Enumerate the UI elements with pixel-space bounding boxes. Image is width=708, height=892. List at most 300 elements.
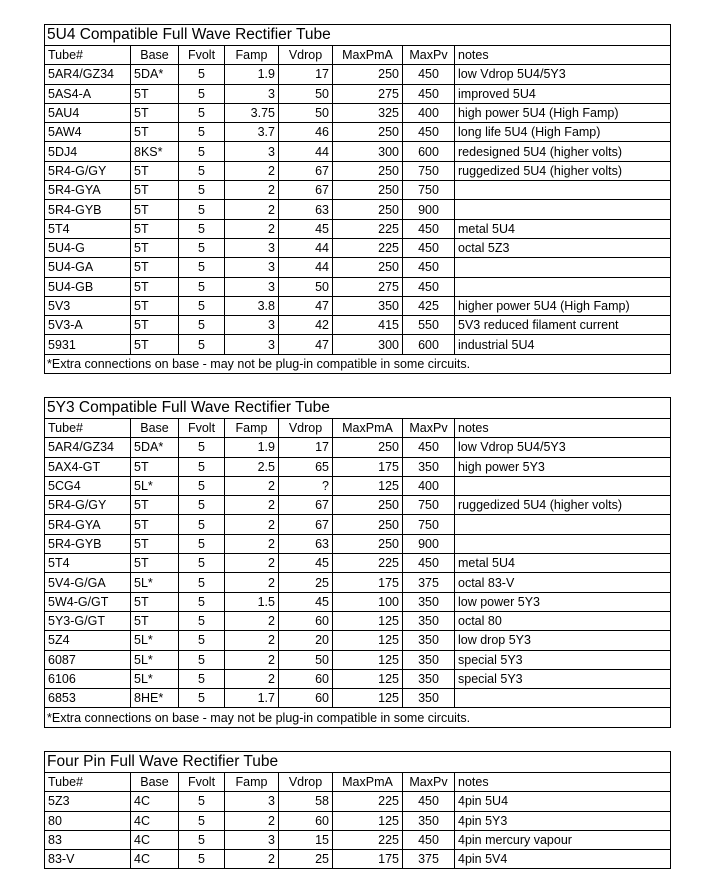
- cell-maxpma: 125: [333, 689, 403, 708]
- cell-base: 5T: [131, 219, 179, 238]
- footnote: *Extra connections on base - may not be plug-in compatible in some circuits.: [45, 354, 671, 373]
- cell-fvolt: 5: [179, 457, 225, 476]
- cell-notes: 4pin mercury vapour: [455, 830, 671, 849]
- table-row: [45, 534, 671, 553]
- table-row: [45, 142, 671, 161]
- cell-notes: [455, 534, 671, 553]
- column-header-vdrop: Vdrop: [279, 419, 333, 438]
- table-row: [45, 316, 671, 335]
- cell-famp: 2: [225, 496, 279, 515]
- cell-notes: [455, 200, 671, 219]
- cell-maxpma: 250: [333, 161, 403, 180]
- table-title-row: [45, 752, 671, 773]
- table-row: [45, 457, 671, 476]
- cell-fvolt: 5: [179, 438, 225, 457]
- table-row: [45, 161, 671, 180]
- column-header-famp: Famp: [225, 773, 279, 792]
- cell-fvolt: 5: [179, 689, 225, 708]
- cell-base: 5L*: [131, 631, 179, 650]
- cell-famp: 2: [225, 515, 279, 534]
- cell-base: 5L*: [131, 573, 179, 592]
- cell-tube: 5931: [45, 335, 131, 354]
- cell-maxpv: 450: [403, 219, 455, 238]
- table-5u4-grid: [44, 24, 671, 374]
- cell-tube: 5R4-G/GY: [45, 161, 131, 180]
- cell-maxpv: 375: [403, 850, 455, 869]
- cell-famp: 2: [225, 631, 279, 650]
- cell-maxpma: 125: [333, 611, 403, 630]
- cell-maxpma: 225: [333, 554, 403, 573]
- cell-base: 5T: [131, 161, 179, 180]
- column-header-vdrop: Vdrop: [279, 46, 333, 65]
- cell-base: 4C: [131, 792, 179, 811]
- cell-maxpma: 175: [333, 850, 403, 869]
- cell-notes: [455, 181, 671, 200]
- cell-fvolt: 5: [179, 611, 225, 630]
- cell-maxpma: 175: [333, 457, 403, 476]
- cell-maxpv: 350: [403, 669, 455, 688]
- cell-maxpma: 100: [333, 592, 403, 611]
- column-header-notes: notes: [455, 419, 671, 438]
- cell-notes: high power 5Y3: [455, 457, 671, 476]
- cell-base: 5T: [131, 123, 179, 142]
- cell-tube: 5T4: [45, 554, 131, 573]
- cell-vdrop: 67: [279, 181, 333, 200]
- column-header-famp: Famp: [225, 46, 279, 65]
- cell-maxpma: 250: [333, 181, 403, 200]
- cell-notes: 4pin 5Y3: [455, 811, 671, 830]
- cell-maxpma: 250: [333, 258, 403, 277]
- cell-notes: special 5Y3: [455, 669, 671, 688]
- column-header-notes: notes: [455, 773, 671, 792]
- cell-notes: octal 80: [455, 611, 671, 630]
- cell-tube: 6087: [45, 650, 131, 669]
- cell-vdrop: 42: [279, 316, 333, 335]
- cell-base: 4C: [131, 811, 179, 830]
- cell-maxpma: 125: [333, 631, 403, 650]
- cell-famp: 2: [225, 611, 279, 630]
- table-header-row: [45, 46, 671, 65]
- cell-base: 5L*: [131, 650, 179, 669]
- footnote-row: [45, 708, 671, 727]
- cell-base: 5T: [131, 84, 179, 103]
- cell-vdrop: 60: [279, 689, 333, 708]
- cell-tube: 5R4-GYB: [45, 534, 131, 553]
- cell-fvolt: 5: [179, 161, 225, 180]
- cell-tube: 5Z3: [45, 792, 131, 811]
- cell-base: 5L*: [131, 669, 179, 688]
- cell-notes: [455, 258, 671, 277]
- table-title: Four Pin Full Wave Rectifier Tube: [45, 752, 671, 773]
- cell-fvolt: 5: [179, 84, 225, 103]
- table-row: [45, 258, 671, 277]
- cell-famp: 3: [225, 792, 279, 811]
- cell-fvolt: 5: [179, 650, 225, 669]
- cell-maxpv: 550: [403, 316, 455, 335]
- cell-vdrop: 50: [279, 103, 333, 122]
- column-header-maxpv: MaxPv: [403, 46, 455, 65]
- cell-vdrop: 44: [279, 142, 333, 161]
- cell-base: 5T: [131, 258, 179, 277]
- cell-fvolt: 5: [179, 200, 225, 219]
- cell-fvolt: 5: [179, 592, 225, 611]
- cell-vdrop: 60: [279, 811, 333, 830]
- cell-maxpma: 415: [333, 316, 403, 335]
- cell-tube: 5U4-G: [45, 238, 131, 257]
- cell-maxpma: 250: [333, 534, 403, 553]
- cell-maxpv: 350: [403, 611, 455, 630]
- column-header-maxpv: MaxPv: [403, 419, 455, 438]
- cell-maxpma: 275: [333, 277, 403, 296]
- column-header-vdrop: Vdrop: [279, 773, 333, 792]
- table-row: [45, 277, 671, 296]
- cell-maxpma: 250: [333, 200, 403, 219]
- cell-vdrop: 65: [279, 457, 333, 476]
- table-row: [45, 476, 671, 495]
- table-row: [45, 611, 671, 630]
- cell-notes: octal 83-V: [455, 573, 671, 592]
- cell-fvolt: 5: [179, 238, 225, 257]
- cell-notes: long life 5U4 (High Famp): [455, 123, 671, 142]
- cell-maxpv: 425: [403, 296, 455, 315]
- table-row: [45, 515, 671, 534]
- table-title-row: [45, 398, 671, 419]
- cell-vdrop: 17: [279, 438, 333, 457]
- cell-maxpma: 350: [333, 296, 403, 315]
- cell-maxpv: 350: [403, 592, 455, 611]
- cell-notes: octal 5Z3: [455, 238, 671, 257]
- cell-maxpma: 175: [333, 573, 403, 592]
- cell-maxpv: 450: [403, 238, 455, 257]
- table-row: [45, 573, 671, 592]
- cell-famp: 2: [225, 650, 279, 669]
- table-header-row: [45, 419, 671, 438]
- cell-tube: 6853: [45, 689, 131, 708]
- table-row: [45, 438, 671, 457]
- column-header-famp: Famp: [225, 419, 279, 438]
- cell-famp: 3: [225, 238, 279, 257]
- cell-notes: metal 5U4: [455, 219, 671, 238]
- cell-vdrop: 67: [279, 161, 333, 180]
- cell-base: 8KS*: [131, 142, 179, 161]
- cell-vdrop: 46: [279, 123, 333, 142]
- cell-fvolt: 5: [179, 631, 225, 650]
- cell-maxpma: 250: [333, 496, 403, 515]
- cell-fvolt: 5: [179, 554, 225, 573]
- table-row: [45, 238, 671, 257]
- cell-famp: 3: [225, 830, 279, 849]
- cell-tube: 5AU4: [45, 103, 131, 122]
- table-row: [45, 631, 671, 650]
- cell-base: 5T: [131, 592, 179, 611]
- cell-base: 5T: [131, 238, 179, 257]
- table-row: [45, 335, 671, 354]
- cell-famp: 1.9: [225, 65, 279, 84]
- cell-famp: 3: [225, 335, 279, 354]
- cell-maxpma: 125: [333, 476, 403, 495]
- cell-notes: low drop 5Y3: [455, 631, 671, 650]
- cell-tube: 5Z4: [45, 631, 131, 650]
- table-four-pin: [44, 751, 670, 869]
- cell-base: 5T: [131, 515, 179, 534]
- table-row: [45, 592, 671, 611]
- cell-maxpma: 250: [333, 515, 403, 534]
- table-row: [45, 792, 671, 811]
- cell-maxpv: 350: [403, 457, 455, 476]
- cell-notes: ruggedized 5U4 (higher volts): [455, 496, 671, 515]
- cell-notes: ruggedized 5U4 (higher volts): [455, 161, 671, 180]
- cell-maxpv: 450: [403, 830, 455, 849]
- column-header-base: Base: [131, 46, 179, 65]
- cell-tube: 6106: [45, 669, 131, 688]
- cell-fvolt: 5: [179, 850, 225, 869]
- cell-tube: 5AR4/GZ34: [45, 438, 131, 457]
- cell-tube: 83-V: [45, 850, 131, 869]
- cell-fvolt: 5: [179, 496, 225, 515]
- cell-fvolt: 5: [179, 515, 225, 534]
- table-row: [45, 830, 671, 849]
- cell-base: 5T: [131, 611, 179, 630]
- column-header-maxpma: MaxPmA: [333, 46, 403, 65]
- cell-notes: [455, 277, 671, 296]
- cell-maxpv: 375: [403, 573, 455, 592]
- column-header-fvolt: Fvolt: [179, 46, 225, 65]
- cell-base: 5DA*: [131, 65, 179, 84]
- footnote: *Extra connections on base - may not be plug-in compatible in some circuits.: [45, 708, 671, 727]
- cell-maxpv: 750: [403, 161, 455, 180]
- cell-maxpv: 450: [403, 438, 455, 457]
- column-header-tube: Tube#: [45, 46, 131, 65]
- cell-maxpv: 350: [403, 689, 455, 708]
- cell-base: 4C: [131, 830, 179, 849]
- cell-vdrop: 50: [279, 650, 333, 669]
- cell-famp: 1.5: [225, 592, 279, 611]
- cell-maxpv: 400: [403, 476, 455, 495]
- cell-base: 8HE*: [131, 689, 179, 708]
- cell-fvolt: 5: [179, 219, 225, 238]
- cell-vdrop: 63: [279, 534, 333, 553]
- cell-base: 5T: [131, 277, 179, 296]
- cell-vdrop: 45: [279, 554, 333, 573]
- cell-maxpma: 125: [333, 650, 403, 669]
- cell-tube: 5DJ4: [45, 142, 131, 161]
- cell-base: 5T: [131, 534, 179, 553]
- cell-maxpv: 450: [403, 258, 455, 277]
- cell-tube: 80: [45, 811, 131, 830]
- cell-fvolt: 5: [179, 476, 225, 495]
- cell-fvolt: 5: [179, 811, 225, 830]
- cell-fvolt: 5: [179, 792, 225, 811]
- cell-base: 5L*: [131, 476, 179, 495]
- cell-notes: 4pin 5V4: [455, 850, 671, 869]
- column-header-notes: notes: [455, 46, 671, 65]
- cell-notes: higher power 5U4 (High Famp): [455, 296, 671, 315]
- table-row: [45, 103, 671, 122]
- cell-fvolt: 5: [179, 123, 225, 142]
- cell-base: 4C: [131, 850, 179, 869]
- cell-notes: low power 5Y3: [455, 592, 671, 611]
- cell-maxpv: 600: [403, 335, 455, 354]
- footnote-row: [45, 354, 671, 373]
- cell-famp: 2: [225, 181, 279, 200]
- cell-fvolt: 5: [179, 669, 225, 688]
- column-header-maxpma: MaxPmA: [333, 419, 403, 438]
- cell-famp: 3.7: [225, 123, 279, 142]
- cell-base: 5DA*: [131, 438, 179, 457]
- cell-famp: 2: [225, 200, 279, 219]
- cell-famp: 1.9: [225, 438, 279, 457]
- cell-vdrop: 58: [279, 792, 333, 811]
- cell-maxpv: 750: [403, 181, 455, 200]
- cell-tube: 5AS4-A: [45, 84, 131, 103]
- cell-maxpv: 450: [403, 277, 455, 296]
- cell-maxpma: 250: [333, 123, 403, 142]
- cell-maxpv: 750: [403, 515, 455, 534]
- cell-tube: 5V3-A: [45, 316, 131, 335]
- table-row: [45, 181, 671, 200]
- cell-famp: 2: [225, 811, 279, 830]
- cell-notes: low Vdrop 5U4/5Y3: [455, 65, 671, 84]
- cell-vdrop: 50: [279, 84, 333, 103]
- cell-fvolt: 5: [179, 103, 225, 122]
- cell-base: 5T: [131, 457, 179, 476]
- cell-notes: redesigned 5U4 (higher volts): [455, 142, 671, 161]
- cell-maxpma: 325: [333, 103, 403, 122]
- cell-base: 5T: [131, 335, 179, 354]
- table-title-row: [45, 25, 671, 46]
- cell-notes: [455, 515, 671, 534]
- cell-notes: [455, 689, 671, 708]
- cell-notes: metal 5U4: [455, 554, 671, 573]
- cell-vdrop: 44: [279, 238, 333, 257]
- cell-famp: 3: [225, 277, 279, 296]
- cell-fvolt: 5: [179, 335, 225, 354]
- cell-tube: 5V3: [45, 296, 131, 315]
- cell-famp: 2: [225, 534, 279, 553]
- cell-vdrop: 25: [279, 573, 333, 592]
- table-row: [45, 200, 671, 219]
- cell-vdrop: ?: [279, 476, 333, 495]
- cell-tube: 5R4-G/GY: [45, 496, 131, 515]
- cell-maxpv: 450: [403, 65, 455, 84]
- cell-vdrop: 17: [279, 65, 333, 84]
- cell-maxpma: 225: [333, 792, 403, 811]
- cell-maxpv: 450: [403, 123, 455, 142]
- cell-famp: 2: [225, 161, 279, 180]
- cell-notes: high power 5U4 (High Famp): [455, 103, 671, 122]
- cell-tube: 5U4-GB: [45, 277, 131, 296]
- cell-tube: 5AR4/GZ34: [45, 65, 131, 84]
- cell-vdrop: 45: [279, 592, 333, 611]
- cell-famp: 3: [225, 316, 279, 335]
- cell-tube: 5U4-GA: [45, 258, 131, 277]
- cell-vdrop: 50: [279, 277, 333, 296]
- cell-famp: 2: [225, 669, 279, 688]
- cell-famp: 3.75: [225, 103, 279, 122]
- column-header-maxpv: MaxPv: [403, 773, 455, 792]
- cell-notes: industrial 5U4: [455, 335, 671, 354]
- column-header-fvolt: Fvolt: [179, 773, 225, 792]
- table-5y3-compatible: [44, 397, 670, 728]
- column-header-tube: Tube#: [45, 773, 131, 792]
- cell-maxpma: 225: [333, 238, 403, 257]
- cell-famp: 3.8: [225, 296, 279, 315]
- table-row: [45, 65, 671, 84]
- cell-maxpv: 900: [403, 200, 455, 219]
- cell-tube: 5V4-G/GA: [45, 573, 131, 592]
- cell-famp: 2: [225, 554, 279, 573]
- cell-tube: 5CG4: [45, 476, 131, 495]
- cell-maxpma: 275: [333, 84, 403, 103]
- table-row: [45, 219, 671, 238]
- column-header-fvolt: Fvolt: [179, 419, 225, 438]
- cell-notes: 5V3 reduced filament current: [455, 316, 671, 335]
- cell-vdrop: 67: [279, 515, 333, 534]
- cell-maxpv: 450: [403, 554, 455, 573]
- cell-notes: 4pin 5U4: [455, 792, 671, 811]
- cell-fvolt: 5: [179, 534, 225, 553]
- column-header-tube: Tube#: [45, 419, 131, 438]
- cell-famp: 2: [225, 219, 279, 238]
- cell-maxpma: 250: [333, 438, 403, 457]
- table-row: [45, 669, 671, 688]
- cell-fvolt: 5: [179, 573, 225, 592]
- cell-maxpv: 450: [403, 792, 455, 811]
- cell-tube: 5R4-GYB: [45, 200, 131, 219]
- cell-base: 5T: [131, 496, 179, 515]
- cell-tube: 5R4-GYA: [45, 181, 131, 200]
- cell-vdrop: 25: [279, 850, 333, 869]
- cell-tube: 5AW4: [45, 123, 131, 142]
- column-header-base: Base: [131, 419, 179, 438]
- cell-base: 5T: [131, 181, 179, 200]
- table-four-pin-grid: [44, 751, 671, 869]
- cell-famp: 2.5: [225, 457, 279, 476]
- cell-base: 5T: [131, 200, 179, 219]
- cell-maxpma: 225: [333, 830, 403, 849]
- cell-fvolt: 5: [179, 258, 225, 277]
- cell-maxpma: 300: [333, 142, 403, 161]
- cell-vdrop: 47: [279, 335, 333, 354]
- cell-vdrop: 47: [279, 296, 333, 315]
- cell-notes: low Vdrop 5U4/5Y3: [455, 438, 671, 457]
- cell-base: 5T: [131, 554, 179, 573]
- table-title: 5Y3 Compatible Full Wave Rectifier Tube: [45, 398, 671, 419]
- cell-notes: [455, 476, 671, 495]
- cell-tube: 5AX4-GT: [45, 457, 131, 476]
- cell-notes: improved 5U4: [455, 84, 671, 103]
- cell-maxpv: 750: [403, 496, 455, 515]
- cell-base: 5T: [131, 296, 179, 315]
- cell-famp: 2: [225, 476, 279, 495]
- table-row: [45, 811, 671, 830]
- table-row: [45, 123, 671, 142]
- cell-fvolt: 5: [179, 181, 225, 200]
- cell-vdrop: 45: [279, 219, 333, 238]
- table-row: [45, 496, 671, 515]
- cell-vdrop: 63: [279, 200, 333, 219]
- cell-vdrop: 15: [279, 830, 333, 849]
- cell-vdrop: 44: [279, 258, 333, 277]
- cell-fvolt: 5: [179, 296, 225, 315]
- cell-maxpma: 250: [333, 65, 403, 84]
- cell-notes: special 5Y3: [455, 650, 671, 669]
- table-row: [45, 554, 671, 573]
- column-header-maxpma: MaxPmA: [333, 773, 403, 792]
- column-header-base: Base: [131, 773, 179, 792]
- cell-maxpv: 400: [403, 103, 455, 122]
- cell-fvolt: 5: [179, 142, 225, 161]
